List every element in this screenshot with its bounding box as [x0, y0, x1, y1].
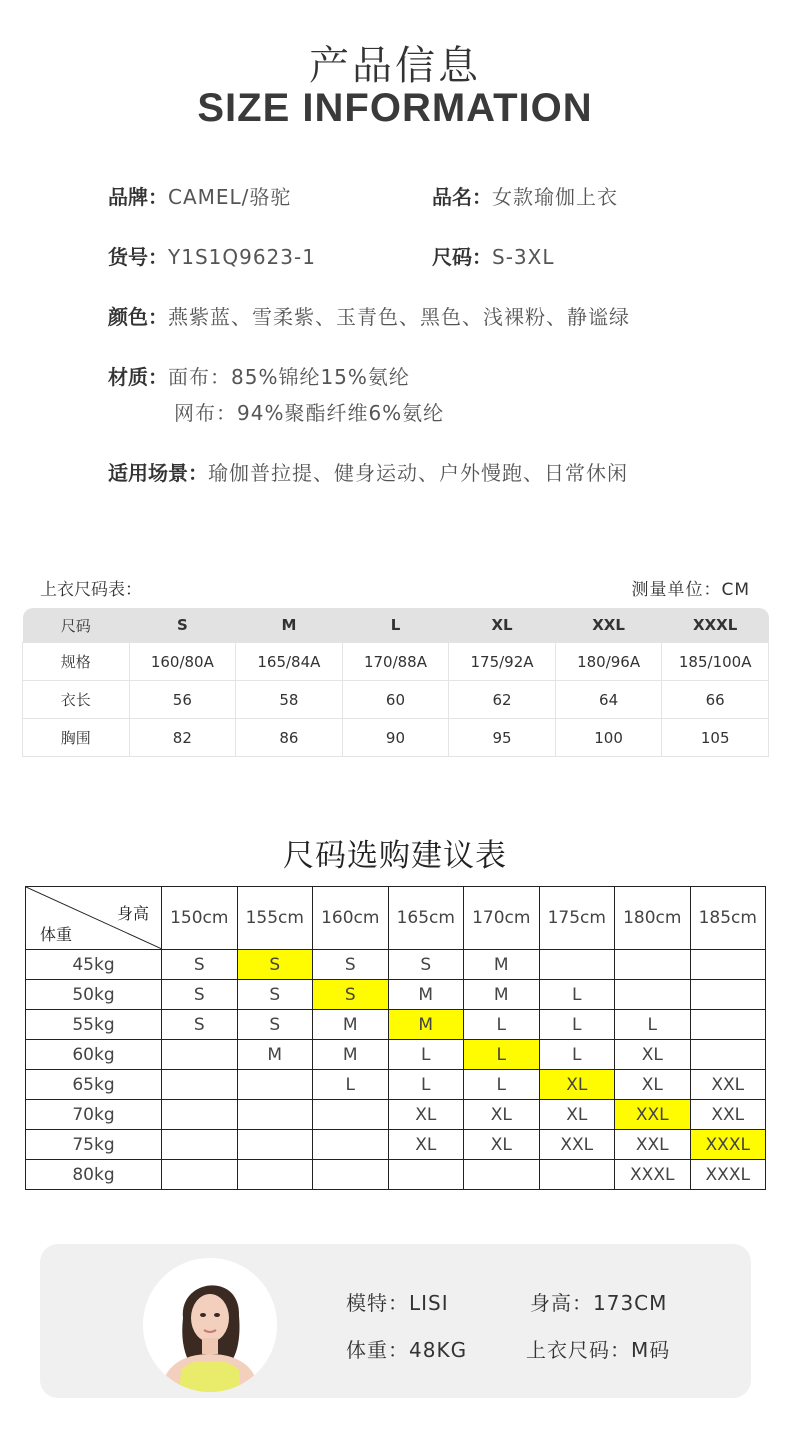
corner-height-label: 身高: [116, 904, 149, 923]
model-size-value: M码: [631, 1338, 671, 1362]
size-cell: 105: [662, 719, 769, 757]
size-cell: 胸围: [23, 719, 130, 757]
model-height-label: 身高：: [530, 1291, 593, 1315]
recommend-row: [26, 1160, 766, 1190]
size-table-row: [23, 681, 769, 719]
scene-label: 适用场景：: [108, 461, 208, 485]
size-suggestion-cell: XXXL: [615, 1160, 691, 1190]
size-header-cell: XXL: [555, 608, 662, 643]
page-title-cn: 产品信息: [309, 43, 481, 89]
brand-label: 品牌：: [108, 185, 168, 209]
recommend-title: 尺码选购建议表: [283, 838, 507, 874]
corner-weight-label: 体重: [40, 925, 73, 944]
size-suggestion-cell: XL: [464, 1130, 540, 1160]
height-header-cell: 155cm: [237, 887, 313, 950]
recommend-row: [26, 950, 766, 980]
size-header-cell: 尺码: [23, 608, 130, 643]
recommended-size-cell: XXXL: [690, 1130, 766, 1160]
size-suggestion-cell: [388, 1160, 464, 1190]
recommend-row: [26, 980, 766, 1010]
page-title-en: SIZE INFORMATION: [197, 86, 593, 130]
size-cell: 衣长: [23, 681, 130, 719]
size-suggestion-cell: S: [388, 950, 464, 980]
size-suggestion-cell: [615, 950, 691, 980]
size-cell: 185/100A: [662, 643, 769, 681]
model-name-value: LISI: [409, 1291, 449, 1315]
size-suggestion-cell: M: [313, 1040, 389, 1070]
size-cell: 64: [555, 681, 662, 719]
color-value: 燕紫蓝、雪柔紫、玉青色、黑色、浅裸粉、静谧绿: [168, 305, 630, 329]
size-label: 尺码：: [432, 245, 492, 269]
size-suggestion-cell: M: [464, 950, 540, 980]
height-header-cell: 185cm: [690, 887, 766, 950]
size-suggestion-cell: XXL: [539, 1130, 615, 1160]
size-suggestion-cell: S: [237, 1010, 313, 1040]
size-table: [22, 608, 769, 757]
size-cell: 170/88A: [342, 643, 449, 681]
recommended-size-cell: XL: [539, 1070, 615, 1100]
recommend-row: [26, 1070, 766, 1100]
size-suggestion-cell: [690, 950, 766, 980]
size-suggestion-cell: L: [615, 1010, 691, 1040]
size-cell: 180/96A: [555, 643, 662, 681]
weight-cell: 65kg: [26, 1070, 162, 1100]
size-cell: 90: [342, 719, 449, 757]
product-name-value: 女款瑜伽上衣: [492, 185, 618, 209]
size-suggestion-cell: XXXL: [690, 1160, 766, 1190]
size-cell: 58: [236, 681, 343, 719]
model-size: [526, 1334, 670, 1363]
size-suggestion-cell: [162, 1040, 238, 1070]
model-height: [530, 1287, 667, 1316]
recommend-row: [26, 1100, 766, 1130]
recommend-row: [26, 1130, 766, 1160]
size-suggestion-cell: [690, 980, 766, 1010]
info-sku: [108, 241, 316, 270]
size-suggestion-cell: [615, 980, 691, 1010]
size-cell: 175/92A: [449, 643, 556, 681]
size-suggestion-cell: L: [313, 1070, 389, 1100]
size-suggestion-cell: L: [388, 1040, 464, 1070]
weight-cell: 50kg: [26, 980, 162, 1010]
size-cell: 86: [236, 719, 343, 757]
size-suggestion-cell: L: [388, 1070, 464, 1100]
model-weight: [346, 1334, 467, 1363]
info-size: [432, 241, 554, 270]
model-avatar: [143, 1258, 277, 1392]
size-suggestion-cell: [162, 1160, 238, 1190]
size-value: S-3XL: [492, 245, 555, 269]
size-suggestion-cell: L: [464, 1010, 540, 1040]
info-brand: [108, 181, 291, 210]
size-suggestion-cell: [237, 1100, 313, 1130]
info-material: [108, 361, 410, 390]
recommended-size-cell: S: [237, 950, 313, 980]
product-name-label: 品名：: [432, 185, 492, 209]
size-suggestion-cell: [237, 1130, 313, 1160]
size-suggestion-cell: S: [162, 950, 238, 980]
info-scene: [108, 457, 628, 486]
size-suggestion-cell: [690, 1010, 766, 1040]
size-table-header: [23, 608, 769, 643]
size-suggestion-cell: [313, 1160, 389, 1190]
size-cell: 160/80A: [129, 643, 236, 681]
size-header-cell: L: [342, 608, 449, 643]
size-suggestion-cell: [162, 1070, 238, 1100]
size-suggestion-cell: XL: [615, 1070, 691, 1100]
size-suggestion-cell: S: [237, 980, 313, 1010]
size-suggestion-cell: M: [388, 980, 464, 1010]
size-suggestion-cell: [464, 1160, 540, 1190]
color-label: 颜色：: [108, 305, 168, 329]
weight-cell: 70kg: [26, 1100, 162, 1130]
size-suggestion-cell: XL: [464, 1100, 540, 1130]
size-cell: 165/84A: [236, 643, 343, 681]
size-header-cell: S: [129, 608, 236, 643]
size-suggestion-cell: L: [539, 1010, 615, 1040]
model-weight-value: 48KG: [409, 1338, 468, 1362]
info-color: [108, 301, 630, 330]
weight-cell: 55kg: [26, 1010, 162, 1040]
recommend-table: [25, 886, 766, 1190]
model-height-value: 173CM: [593, 1291, 668, 1315]
model-size-label: 上衣尺码：: [526, 1338, 631, 1362]
size-suggestion-cell: S: [162, 980, 238, 1010]
model-name: [346, 1287, 449, 1316]
size-cell: 66: [662, 681, 769, 719]
height-header-cell: 180cm: [615, 887, 691, 950]
model-portrait-icon: [143, 1258, 277, 1392]
recommend-row: [26, 1010, 766, 1040]
info-material-line2: [174, 397, 444, 426]
height-header-cell: 160cm: [313, 887, 389, 950]
size-suggestion-cell: [313, 1100, 389, 1130]
material-value-2: 网布：94%聚酯纤维6%氨纶: [174, 401, 445, 425]
size-header-cell: XL: [449, 608, 556, 643]
sku-value: Y1S1Q9623-1: [168, 245, 316, 269]
material-value-1: 面布：85%锦纶15%氨纶: [168, 365, 410, 389]
recommend-corner-cell: [26, 887, 162, 950]
size-suggestion-cell: [313, 1130, 389, 1160]
model-weight-label: 体重：: [346, 1338, 409, 1362]
weight-cell: 45kg: [26, 950, 162, 980]
brand-value: CAMEL/骆驼: [168, 185, 292, 209]
size-table-title: 上衣尺码表：: [40, 580, 142, 600]
size-header-cell: M: [236, 608, 343, 643]
sku-label: 货号：: [108, 245, 168, 269]
size-suggestion-cell: XXL: [690, 1070, 766, 1100]
size-suggestion-cell: XL: [615, 1040, 691, 1070]
height-header-cell: 175cm: [539, 887, 615, 950]
size-table-row: [23, 719, 769, 757]
size-cell: 62: [449, 681, 556, 719]
size-suggestion-cell: [237, 1070, 313, 1100]
size-suggestion-cell: S: [313, 950, 389, 980]
size-suggestion-cell: [690, 1040, 766, 1070]
size-cell: 56: [129, 681, 236, 719]
info-product-name: [432, 181, 618, 210]
size-suggestion-cell: M: [313, 1010, 389, 1040]
size-suggestion-cell: XXL: [615, 1130, 691, 1160]
recommended-size-cell: XXL: [615, 1100, 691, 1130]
size-suggestion-cell: L: [539, 1040, 615, 1070]
size-cell: 82: [129, 719, 236, 757]
size-cell: 95: [449, 719, 556, 757]
size-suggestion-cell: [162, 1100, 238, 1130]
size-suggestion-cell: [162, 1130, 238, 1160]
size-suggestion-cell: XL: [539, 1100, 615, 1130]
size-suggestion-cell: M: [237, 1040, 313, 1070]
size-suggestion-cell: L: [539, 980, 615, 1010]
weight-cell: 80kg: [26, 1160, 162, 1190]
weight-cell: 75kg: [26, 1130, 162, 1160]
size-table-unit: 测量单位：CM: [631, 580, 750, 600]
size-suggestion-cell: S: [162, 1010, 238, 1040]
recommend-header-row: [26, 887, 766, 950]
size-table-row: [23, 643, 769, 681]
scene-value: 瑜伽普拉提、健身运动、户外慢跑、日常休闲: [208, 461, 628, 485]
size-cell: 60: [342, 681, 449, 719]
recommended-size-cell: S: [313, 980, 389, 1010]
size-header-cell: XXXL: [662, 608, 769, 643]
size-cell: 100: [555, 719, 662, 757]
size-suggestion-cell: XL: [388, 1100, 464, 1130]
size-suggestion-cell: [539, 950, 615, 980]
model-name-label: 模特：: [346, 1291, 409, 1315]
weight-cell: 60kg: [26, 1040, 162, 1070]
height-header-cell: 165cm: [388, 887, 464, 950]
recommended-size-cell: L: [464, 1040, 540, 1070]
material-label: 材质：: [108, 365, 168, 389]
size-suggestion-cell: L: [464, 1070, 540, 1100]
size-suggestion-cell: M: [464, 980, 540, 1010]
size-cell: 规格: [23, 643, 130, 681]
height-header-cell: 150cm: [162, 887, 238, 950]
recommend-row: [26, 1040, 766, 1070]
size-suggestion-cell: XL: [388, 1130, 464, 1160]
height-header-cell: 170cm: [464, 887, 540, 950]
size-suggestion-cell: [539, 1160, 615, 1190]
size-suggestion-cell: XXL: [690, 1100, 766, 1130]
recommended-size-cell: M: [388, 1010, 464, 1040]
size-suggestion-cell: [237, 1160, 313, 1190]
